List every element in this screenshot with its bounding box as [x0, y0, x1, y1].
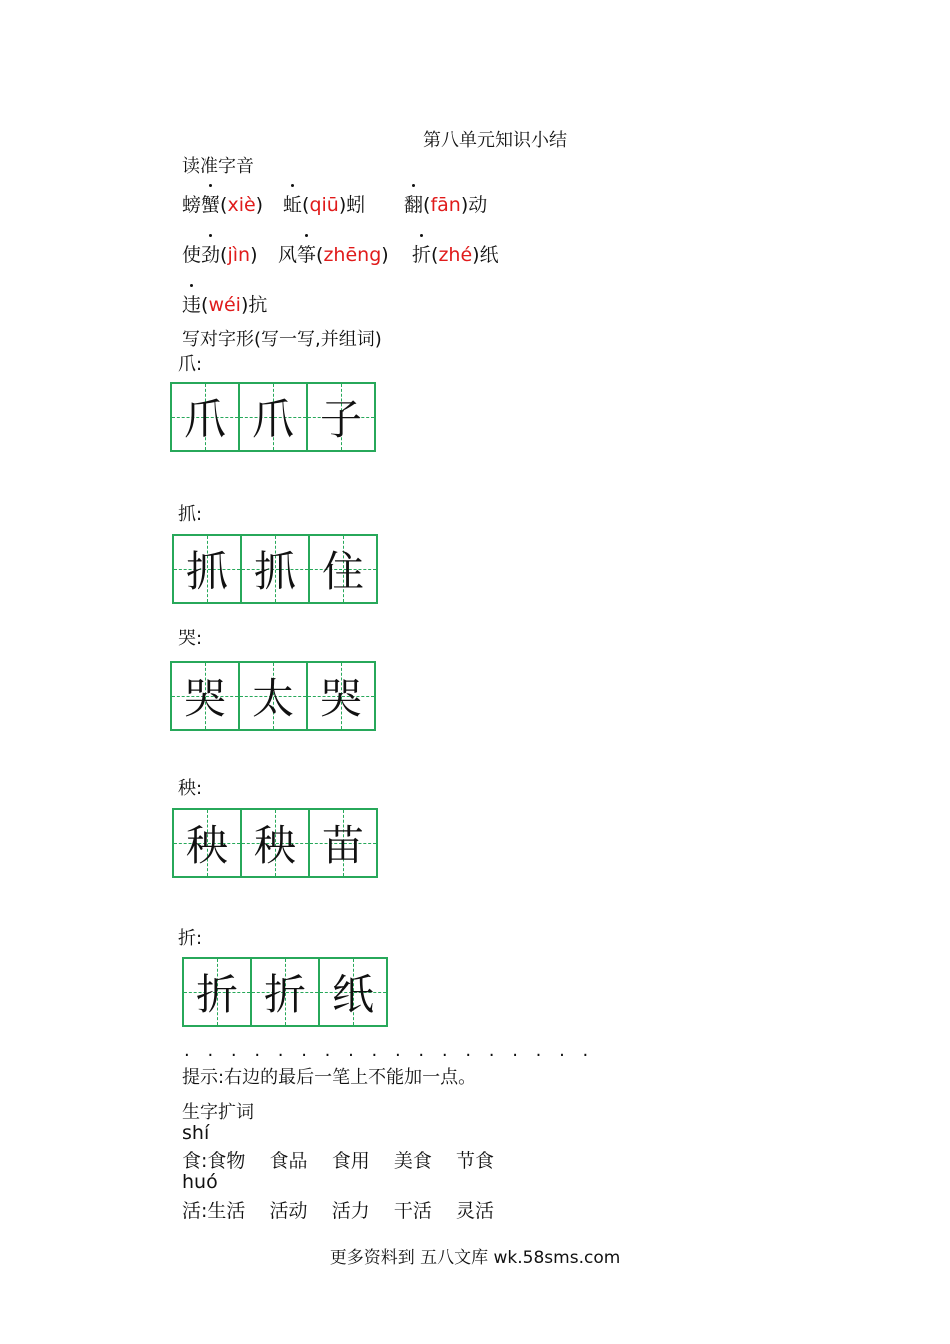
- dotted-char: 违: [182, 290, 201, 317]
- char-text: 风: [278, 244, 298, 266]
- grid-char: 折: [195, 970, 238, 1019]
- pinyin-item: [404, 190, 487, 217]
- char-text: 蚓: [346, 194, 366, 216]
- grid-cell: [170, 661, 240, 731]
- char-text: 抗: [248, 294, 268, 316]
- footer-link[interactable]: 更多资料到 五八文库 wk.58sms.com: [329, 1248, 621, 1268]
- grid-cell: [306, 382, 376, 452]
- grid-cell: [306, 661, 376, 731]
- dotted-char: 翻: [404, 190, 423, 217]
- grid-cell: [238, 382, 308, 452]
- paren: ): [338, 194, 347, 216]
- grid-char: 抓: [185, 547, 228, 596]
- section-heading-writing: 写对字形(写一写,并组词): [182, 329, 382, 350]
- dotted-char: 筝: [297, 240, 316, 267]
- grid-cell: [182, 957, 252, 1027]
- grid-cell: [240, 808, 310, 878]
- char-label: 爪:: [178, 354, 203, 375]
- grid-char: 爪: [251, 395, 294, 444]
- grid-char: 秧: [185, 821, 228, 870]
- pinyin-item: [283, 190, 365, 217]
- pinyin-text: wéi: [208, 294, 241, 316]
- paren: (: [201, 294, 209, 316]
- writing-grid: [172, 534, 376, 604]
- grid-cell: [172, 808, 242, 878]
- pinyin-item: [182, 240, 257, 267]
- grid-char: 子: [319, 395, 362, 444]
- tip-text: 提示:右边的最后一笔上不能加一点。: [182, 1067, 477, 1088]
- grid-char: 抓: [253, 547, 296, 596]
- paren: (: [316, 244, 324, 266]
- char-text: 纸: [479, 244, 499, 266]
- writing-grid: [182, 957, 386, 1027]
- page-title: 第八单元知识小结: [423, 130, 567, 151]
- paren: (: [220, 194, 228, 216]
- pinyin-text: zhēng: [323, 244, 382, 266]
- paren: ): [250, 244, 258, 266]
- grid-cell: [238, 661, 308, 731]
- pinyin-text: xiè: [227, 194, 256, 216]
- pinyin-label: huó: [182, 1171, 218, 1193]
- pinyin-item: [182, 190, 263, 217]
- char-text: 动: [468, 194, 488, 216]
- char-label: 秧:: [178, 778, 203, 799]
- grid-cell: [318, 957, 388, 1027]
- writing-grid: [170, 382, 374, 452]
- pinyin-text: zhé: [438, 244, 473, 266]
- grid-cell: [172, 534, 242, 604]
- writing-grid: [170, 661, 374, 731]
- char-label: 抓:: [178, 504, 203, 525]
- grid-cell: [240, 534, 310, 604]
- pinyin-text: qiū: [309, 194, 339, 216]
- dotted-char: 蚯: [283, 190, 302, 217]
- pinyin-item: [278, 240, 389, 267]
- grid-char: 爪: [183, 395, 226, 444]
- emphasis-dots: . . . . . . . . . . . . . . . . . .: [184, 1040, 595, 1061]
- paren: ): [255, 194, 264, 216]
- paren: ): [472, 244, 480, 266]
- paren: (: [431, 244, 439, 266]
- char-text: 螃: [182, 194, 202, 216]
- grid-char: 太: [251, 674, 294, 723]
- grid-cell: [308, 534, 378, 604]
- paren: ): [381, 244, 389, 266]
- grid-char: 秧: [253, 821, 296, 870]
- char-label: 折:: [178, 928, 203, 949]
- paren: (: [302, 194, 310, 216]
- pinyin-text: jìn: [227, 244, 251, 266]
- paren: ): [460, 194, 469, 216]
- grid-cell: [250, 957, 320, 1027]
- grid-cell: [308, 808, 378, 878]
- char-label: 哭:: [178, 628, 203, 649]
- dotted-char: 蟹: [201, 190, 220, 217]
- paren: ): [240, 294, 249, 316]
- dotted-char: 折: [412, 240, 431, 267]
- grid-cell: [170, 382, 240, 452]
- section-heading-reading: 读准字音: [182, 156, 254, 177]
- grid-char: 苗: [321, 821, 364, 870]
- paren: (: [220, 244, 228, 266]
- grid-char: 哭: [319, 674, 362, 723]
- pinyin-item: [412, 240, 499, 267]
- grid-char: 住: [321, 547, 364, 596]
- dotted-char: 劲: [201, 240, 220, 267]
- grid-char: 纸: [331, 970, 374, 1019]
- word-list: 食:食物 食品 食用 美食 节食: [182, 1150, 495, 1172]
- grid-char: 折: [263, 970, 306, 1019]
- word-list: 活:生活 活动 活力 干活 灵活: [182, 1200, 495, 1222]
- char-text: 使: [182, 244, 202, 266]
- pinyin-text: fān: [430, 194, 461, 216]
- grid-char: 哭: [183, 674, 226, 723]
- section-heading-expand: 生字扩词: [182, 1102, 254, 1123]
- writing-grid: [172, 808, 376, 878]
- pinyin-item: [182, 290, 267, 317]
- pinyin-label: shí: [182, 1122, 210, 1144]
- paren: (: [423, 194, 431, 216]
